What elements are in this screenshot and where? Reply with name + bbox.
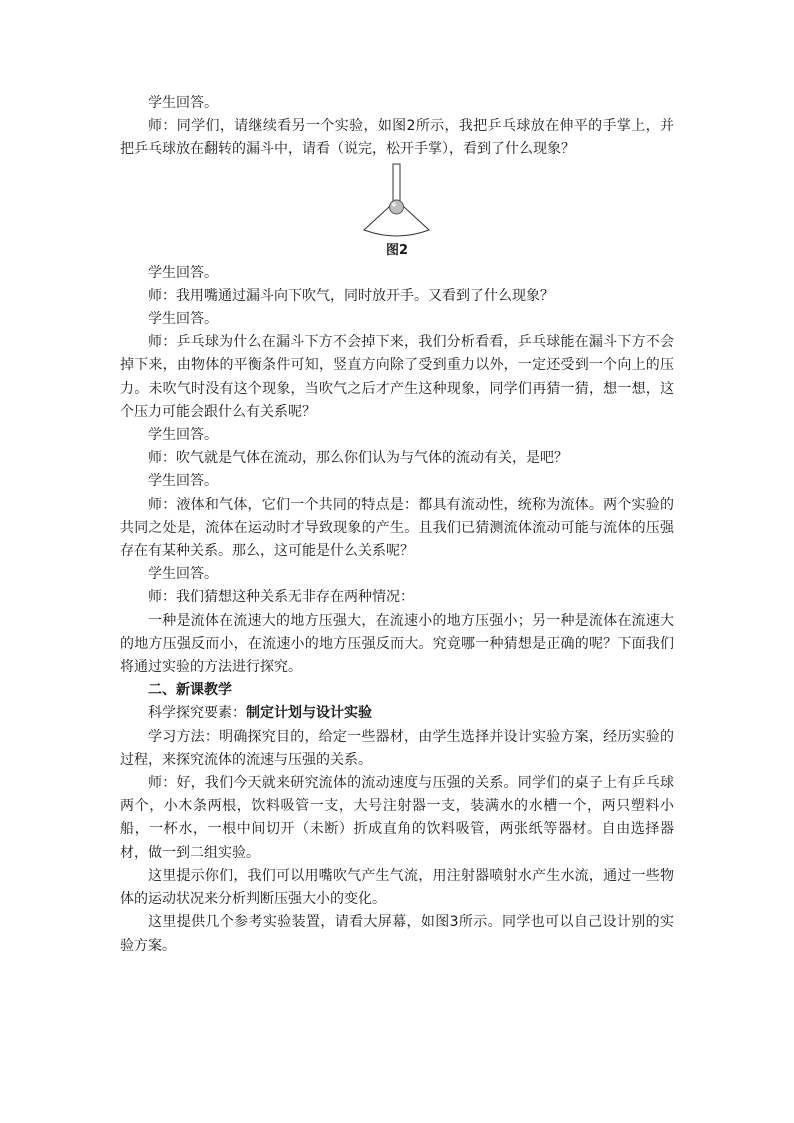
paragraph: 师：液体和气体，它们一个共同的特点是：都具有流动性，统称为流体。两个实验的共同之处是，流体在运动时才导致现象的产生。且我们已猜测流体流动可能与流体的压强存在有某种关系。那么，这可能是什么关系呢？ xyxy=(120,496,674,560)
paragraph: 师：乒乓球为什么在漏斗下方不会掉下来，我们分析看看，乒乓球能在漏斗下方不会掉下来，由物体的平衡条件可知，竖直方向除了受到重力以外，一定还受到一个向上的压力。未吹气时没有这个现象，当吹气之后才产生这种现象，同学们再猜一猜，想一想，这个压力可能会跟什么有关系呢？ xyxy=(120,334,674,420)
paragraph: 师：吹气就是气体在流动，那么你们认为与气体的流动有关，是吧？ xyxy=(148,450,568,467)
paragraph: 学生回答。 xyxy=(148,95,218,111)
paragraph: 师：同学们，请继续看另一个实验，如图2所示，我把乒乓球放在伸平的手掌上，并把乒乓球放在翻转的漏斗中，请看（说完，松开手掌），看到了什么现象？ xyxy=(120,118,674,158)
funnel-ball-diagram xyxy=(357,162,437,238)
inquiry-label: 科学探究要素： xyxy=(148,705,246,722)
section-heading: 二、新课教学 xyxy=(148,682,232,699)
document-body xyxy=(120,92,674,958)
paragraph: 这里提供几个参考实验装置，请看大屏幕，如图3所示。同学也可以自己设计别的实验方案。 xyxy=(120,914,674,954)
paragraph: 一种是流体在流速大的地方压强大，在流速小的地方压强小；另一种是流体在流速大的地方压强反而小，在流速小的地方压强反而大。究竟哪一种猜想是正确的呢？下面我们将通过实验的方法进行探究。 xyxy=(120,612,674,676)
paragraph: 师：我们猜想这种关系无非存在两种情况： xyxy=(148,589,414,606)
inquiry-title: 制定计划与设计实验 xyxy=(246,705,372,722)
paragraph: 师：好，我们今天就来研究流体的流动速度与压强的关系。同学们的桌子上有乒乓球两个，小木条两根，饮料吸管一支，大号注射器一支，装满水的水槽一个，两只塑料小船，一杯水，一根中间切开（未断）折成直角的饮料吸管，两张纸等器材。自由选择器材，做一到二组实验。 xyxy=(120,775,674,861)
paragraph: 师：我用嘴通过漏斗向下吹气，同时放开手。又看到了什么现象？ xyxy=(148,287,554,304)
figure-2 xyxy=(120,162,674,262)
paragraph: 学生回答。 xyxy=(148,473,218,490)
paragraph: 学生回答。 xyxy=(148,566,218,583)
figure-caption: 图2 xyxy=(385,242,409,258)
paragraph: 这里提示你们，我们可以用嘴吹气产生气流，用注射器喷射水产生水流，通过一些物体的运动状况来分析判断压强大小的变化。 xyxy=(120,867,674,908)
inquiry-line xyxy=(120,702,674,725)
paragraph: 学习方法：明确探究目的，给定一些器材，由学生选择并设计实验方案，经历实验的过程，来探究流体的流速与压强的关系。 xyxy=(120,728,674,768)
paragraph: 学生回答。 xyxy=(148,311,218,328)
paragraph: 学生回答。 xyxy=(148,264,218,281)
paragraph: 学生回答。 xyxy=(148,427,218,444)
ping-pong-ball xyxy=(390,200,404,214)
